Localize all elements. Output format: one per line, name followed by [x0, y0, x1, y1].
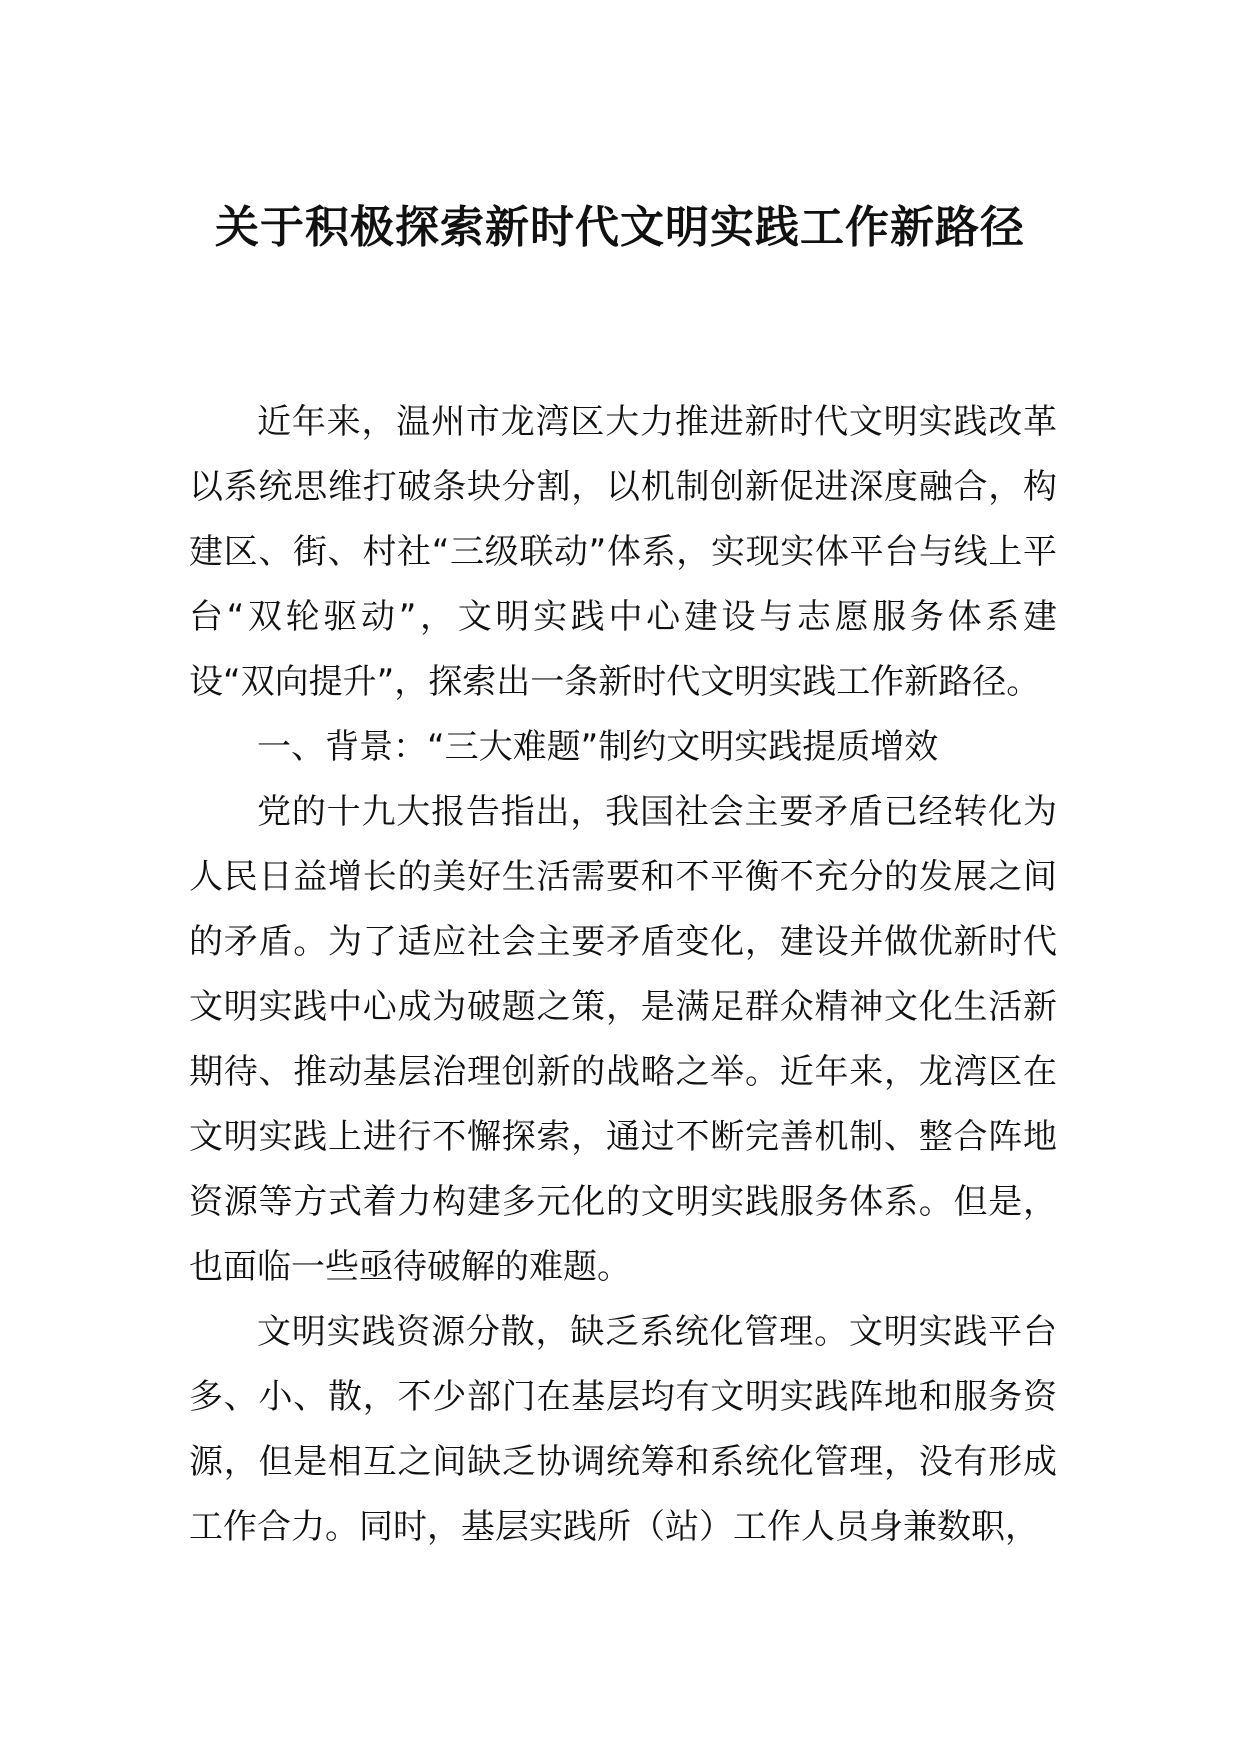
document-body [189, 390, 1057, 1560]
paragraph-resources: 文明实践资源分散，缺乏系统化管理。文明实践平台多、小、散，不少部门在基层均有文明实践阵地和服务资源，但是相互之间缺乏协调统筹和系统化管理，没有形成工作合力。同时，基层实践所（站）工作人员身兼数职， [189, 1312, 1057, 1547]
paragraph-background: 党的十九大报告指出，我国社会主要矛盾已经转化为人民日益增长的美好生活需要和不平衡不充分的发展之间的矛盾。为了适应社会主要矛盾变化，建设并做优新时代文明实践中心成为破题之策，是满足群众精神文化生活新期待、推动基层治理创新的战略之举。近年来，龙湾区在文明实践上进行不懈探索，通过不断完善机制、整合阵地资源等方式着力构建多元化的文明实践服务体系。但是，也面临一些亟待破解的难题。 [189, 792, 1057, 1287]
section-heading-background: 一、背景：“三大难题”制约文明实践提质增效 [257, 727, 939, 767]
paragraph-intro: 近年来，温州市龙湾区大力推进新时代文明实践改革以系统思维打破条块分割，以机制创新促进深度融合，构建区、街、村社“三级联动”体系，实现实体平台与线上平台“双轮驱动”，文明实践中心建设与志愿服务体系建设“双向提升”，探索出一条新时代文明实践工作新路径。 [189, 402, 1057, 702]
document-title: 关于积极探索新时代文明实践工作新路径 [215, 202, 1025, 253]
